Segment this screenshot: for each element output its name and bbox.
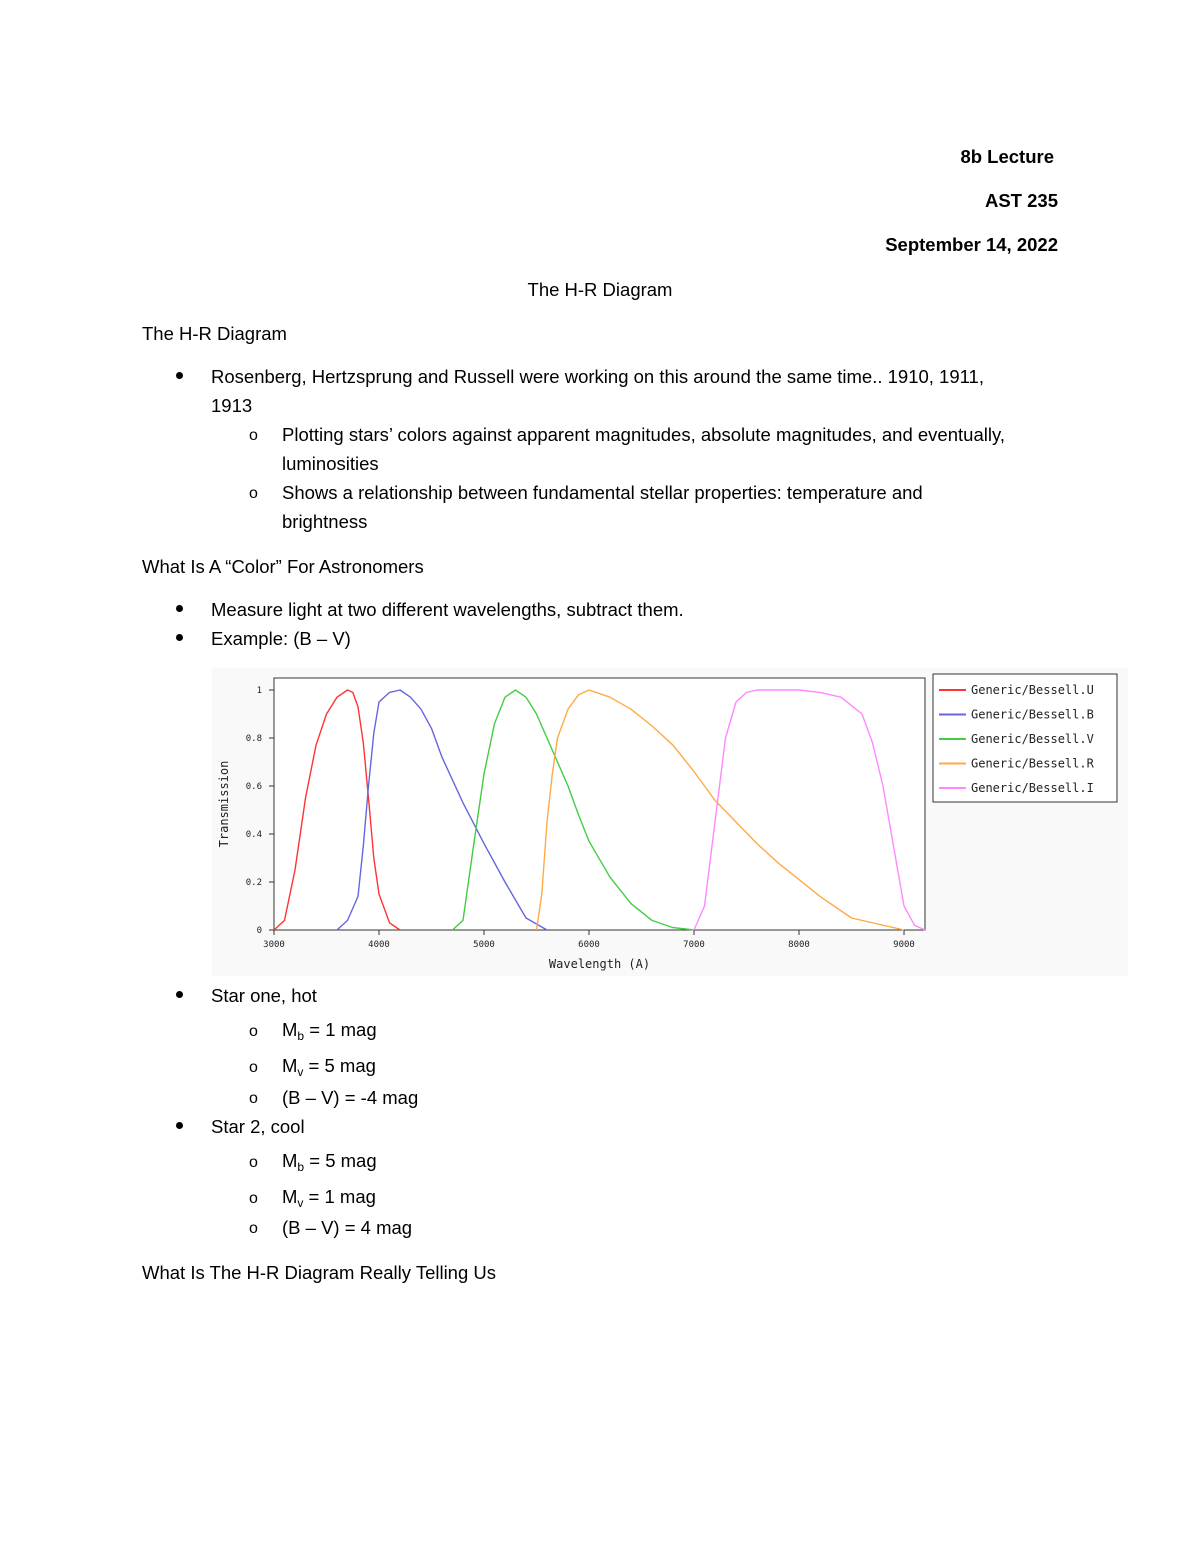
star-one-label: Star one, hot [211,985,317,1006]
y-tick-label: 1 [256,686,262,696]
document-title: The H-R Diagram [527,279,673,300]
x-tick-label: 4000 [368,940,390,950]
y-tick-label: 0 [256,926,262,936]
sub-bullet-marker: o [249,1090,258,1107]
x-tick-label: 6000 [578,940,600,950]
sub-bullet-marker: o [249,1023,258,1040]
x-axis-label: Wavelength (A) [548,957,651,971]
lecture-number: 8b Lecture [960,146,1054,167]
section-heading-telling: What Is The H-R Diagram Really Telling Us [142,1262,497,1283]
section-heading-color: What Is A “Color” For Astronomers [142,556,424,577]
star-one-mv: $M_v = 5$ mag [282,1055,376,1079]
y-tick-label: 0.8 [245,734,262,744]
y-axis-label: Transmission [217,760,231,848]
legend-entry: Generic/Bessell.V [971,732,1094,746]
legend-entry: Generic/Bessell.I [971,781,1094,795]
lecture-date: September 14, 2022 [885,234,1058,255]
plot-area [274,678,925,930]
star-one-color-index: (B – V) = -4 mag [282,1087,419,1108]
course-code: AST 235 [984,190,1058,211]
sub-bullet-relationship-line2: brightness [282,511,368,532]
sub-bullet-marker: o [249,1220,258,1237]
y-tick-label: 0.4 [245,830,262,840]
y-tick-label: 0.2 [245,878,262,888]
bullet-dot [176,634,183,641]
sub-bullet-marker: o [249,485,258,502]
bullet-history-line1: Rosenberg, Hertzsprung and Russell were working on this around the same time.. 1910, 1911, [211,366,984,387]
filter-transmission-chart [212,668,1128,976]
bullet-dot [176,1122,183,1129]
y-tick-label: 0.6 [245,782,262,792]
star-two-color-index: (B – V) = 4 mag [282,1217,413,1238]
legend-entry: Generic/Bessell.U [971,683,1094,697]
sub-bullet-marker: o [249,1154,258,1171]
sub-bullet-relationship-line1: Shows a relationship between fundamental stellar properties: temperature and [282,482,923,503]
star-one-mb: $M_b = 1$ mag [282,1019,377,1043]
x-tick-label: 8000 [788,940,810,950]
legend-entry: Generic/Bessell.R [971,756,1094,771]
sub-bullet-marker: o [249,1190,258,1207]
bullet-measure-light: Measure light at two different wavelengths, subtract them. [211,599,684,620]
chart-svg [212,668,1128,976]
x-tick-label: 3000 [263,940,285,950]
star-two-mb: $M_b = 5$ mag [282,1150,377,1174]
star-two-label: Star 2, cool [211,1116,305,1137]
bullet-dot [176,991,183,998]
x-tick-label: 9000 [893,940,915,950]
bullet-history-line2: 1913 [211,395,253,416]
section-heading-hr: The H-R Diagram [142,323,287,344]
bullet-example: Example: (B – V) [211,628,351,649]
star-two-mv: $M_v = 1$ mag [282,1186,376,1210]
sub-bullet-marker: o [249,427,258,444]
bullet-dot [176,372,183,379]
sub-bullet-plotting-line2: luminosities [282,453,379,474]
bullet-dot [176,605,183,612]
sub-bullet-marker: o [249,1059,258,1076]
legend-entry: Generic/Bessell.B [971,707,1094,722]
x-tick-label: 7000 [683,940,705,950]
sub-bullet-plotting-line1: Plotting stars’ colors against apparent magnitudes, absolute magnitudes, and eventually, [282,424,1005,445]
x-tick-label: 5000 [473,940,495,950]
